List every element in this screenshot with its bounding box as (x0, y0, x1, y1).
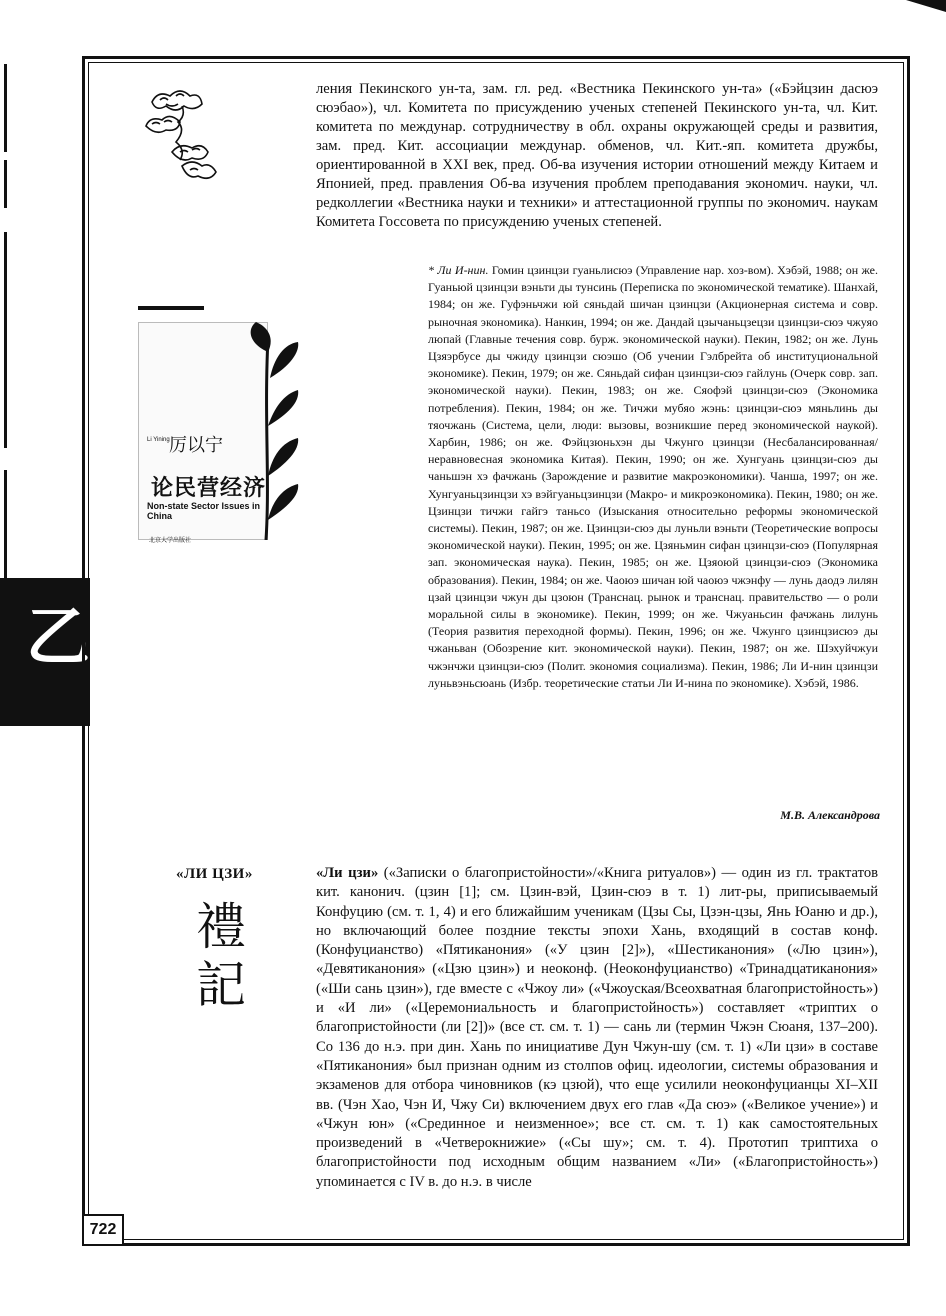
book-title-chinese: 论民营经济 (151, 476, 267, 501)
margin-rule (4, 470, 7, 580)
article-term: «Ли цзи» (316, 865, 379, 881)
margin-rule (4, 232, 7, 448)
article-char: 禮 (196, 898, 246, 956)
book-title-english: Non-state Sector Issues in China (147, 501, 261, 521)
bibliography-text: Гомин цзинцзи гуаньлисюэ (Управление нар. хоз-вом). Хэбэй, 1988; он же. Гуаньюй цзинцзи вэньти ды тунсинь (Переписка по экономической тематике). Шанхай, 1984; он же. Гуфэньчжи юй сяньдай шичан цзинцзи (Акционерная система и совр. рыночная экономика). Нанкин, 1994; он же. Дандай цзычаньцзецзи цзинцзи-сюэ чжуяо люпай (Главные течения совр. бурж. экономической науки). Пекин, 1982; он же. Лунь Цзяэрбусе ды чжиду цзинцзи сюэшо (Об учении Гэлбрейта об институциональной экономике). Пекин, 1979; он же. Сяньдай сифан цзинцзи-сюэ гайлунь (Очерк совр. зап. экономической науки). Пекин, 1983; он же. Сяофэй цзинцзи-сюэ (Экономика потребления). Пекин, 1984; он же. Тичжи мубяо жэнь: цзинцзи-сюэ мяньлинь ды тяочжань (Система, цели, люди: вызовы, возникшие перед экономической наукой). Харбин, 1986; он же. Фэйцзюньхэн ды Чжунго цзинцзи (Несбалансированная/неравновесная экономика Китая). Пекин, 1990; он же. Хунгуань цзинцзи-сюэ ды чаньшэн хэ фачжань (Зарождение и развитие макроэкономики). Чанша, 1997; он же. Хунгуаньцзинцзи хэ вэйгуаньцзинцзи (Макро- и микроэкономика). Пекин, 1980; он же. Цзинцзи тичжи гайгэ таньсо (Изыскания относительно реформы экономической системы). Пекин, 1987; он же. Цзинцзи-сюэ ды луньли вэньти (Теоретические вопросы экономической науки). Пекин, 1995; он же. Цзяньмин сифан цзинцзи-сюэ (Популярная зап. экономическая наука). Пекин, 1985; он же. Цзяоюй цзинцзи-сюэ (Экономика образования). Пекин, 1984; он же. Чаоюэ шичан юй чаоюэ чжэнфу — лунь даодэ лилян цзай цзинцзи чжун ды цзоюн (Транснац. рынок и транснац. правительство — о роли моральной силы в экономике). Пекин, 1999; он же. Чжуаньсин фачжань лилунь (Теория развития переходной формы). Пекин, 1996; он же. Чжунго цзинцзисюэ ды чжаньван (Обозрение кит. экономической науки). Пекин, 1987; он же. Шэхуйчжуи чжэнчжи цзинцзи-сюэ (Полит. экономия социализма). Пекин, 1986; Ли И-нин цзинцзи луньвэньсюань (Избр. теоретические статьи Ли И-нина по экономике). Хэбэй, 1986. (428, 263, 878, 690)
leaf-branch-icon (246, 318, 304, 540)
section-tab-glyph: 乙 (26, 601, 90, 675)
book-author-latin: Li Yining (147, 437, 170, 443)
book-cover-bar (138, 306, 204, 310)
article-heading: «ЛИ ЦЗИ» (176, 866, 253, 882)
article-text: («Записки о благопристойности»/«Книга ритуалов») — один из гл. трактатов кит. канонич. (цзин [1]; см. Цзин-вэй, Цзин-сюэ в т. 1) лит-ры, приписываемый Конфуцию (см. т. 1, 4) и его ближайшим ученикам (Цзы Сы, Цзэн-цзы, Янь Юаню и др.), но включающий более поздние тексты эпохи Хань, входящий в состав конф. (Конфуцианство) «Пятиканония» («У цзин [2]»), «Шестиканония» («Лю цзин»), «Девятиканония» («Цзю цзин») и неоконф. (Неоконфуцианство) «Тринадцатиканония» («Ши сань цзин»), где вместе с «Чжоу ли» («Чжоуская/Всеохватная благопристойность») и «И ли» («Церемониальность и благопристойность») составляет «триптих о благопристойности (ли [2])» (все ст. см. т. 1) — сань ли (термин Чжэн Сюаня, 137–200). Со 136 до н.э. при дин. Хань по инициативе Дун Чжун-шу (см. т. 1) «Ли цзи» в составе «Пятиканония» был признан одним из столпов офиц. идеологии, системы образования и экзаменов для отбора чиновников (кэ цзюй), что еще усилили неоконфуцианцы XI–XII вв. (Чэн Хао, Чэн И, Чжу Си) включением двух его глав «Да сюэ» («Великое учение») и «Чжун юн» («Срединное и неизменное»; все ст. см. т. 1) как самостоятельных произведений в «Четверокнижие» («Сы шу»; см. т. 4). Прототип триптиха о благопристойности под исходным общим названием «Ли» («Благопристойность») упоминается с IV в. до н.э. в числе (316, 865, 879, 1190)
margin-rule (4, 64, 7, 152)
prev-article-author: М.В. Александрова (780, 808, 880, 822)
prev-article-bibliography (428, 262, 878, 692)
cloud-ornament-icon (142, 82, 226, 192)
article-char: 記 (196, 956, 246, 1014)
bibliography-lead: * Ли И-нин. (428, 263, 489, 277)
book-cover-illustration (138, 306, 302, 542)
corner-arrow (906, 0, 946, 12)
article-body (316, 864, 878, 1192)
book-author-chinese: 厉以宁 (169, 435, 223, 456)
article-chinese-title (186, 898, 256, 1014)
page-number: 722 (82, 1214, 124, 1246)
margin-rule (4, 160, 7, 208)
book-publisher: 北京大学出版社 (149, 538, 192, 544)
prev-article-paragraph: ления Пекинского ун-та, зам. гл. ред. «Вестника Пекинского ун-та» («Бэйцзин дасюэ сюэбао»), чл. Комитета по присуждению ученых степеней Пекинского ун-та, чл. Кит. комитета по междунар. сотрудничеству в обл. охраны окружающей среды и развития, зам. пред. Кит. ассоциации междунар. обменов, чл. Кит.-яп. комитета дружбы, ориентированной в XXI век, пред. Об-ва изучения истории отношений между Китаем и Японией, пред. правления Об-ва изучения проблем преподавания экономич. науки, чл. редколлегии «Вестника науки и техники» и аттестационной группы по экономич. наукам Комитета Госсовета по присуждению ученых степеней. (316, 81, 878, 230)
